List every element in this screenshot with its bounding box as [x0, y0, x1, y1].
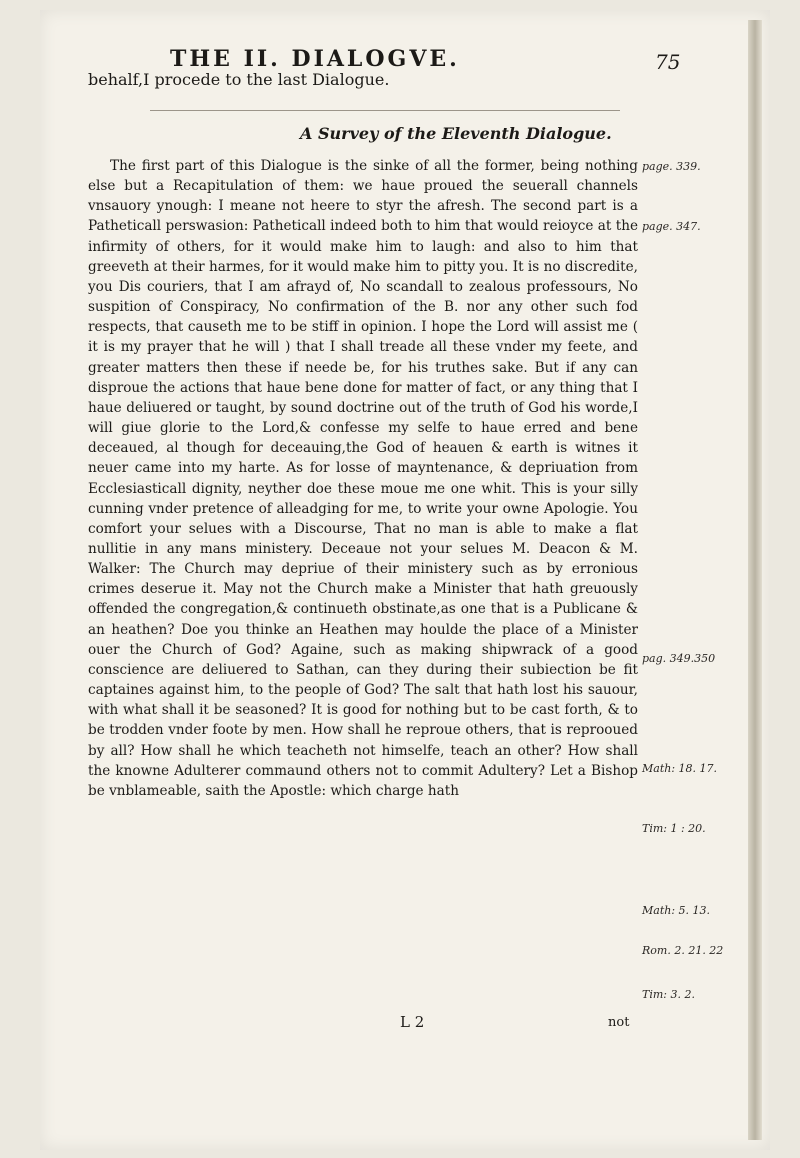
margin-note: Rom. 2. 21. 22	[642, 944, 724, 957]
margin-note: Tim: 3. 2.	[642, 988, 695, 1001]
running-head: THE II. DIALOGVE.	[170, 46, 460, 72]
header-rule	[150, 110, 620, 111]
margin-note: Math: 5. 13.	[642, 904, 711, 917]
section-title: A Survey of the Eleventh Dialogue.	[300, 124, 612, 143]
margin-note: Math: 18. 17.	[642, 762, 718, 775]
margin-note: page. 339.	[642, 160, 701, 173]
paragraph: The first part of this Dialogue is the sinke of all the former, being nothing else but a Recapitulation of them: we haue proued the seuerall channels vnsauory ynough: I meane not heere to styr the afresh. The second part is a Patheticall perswasion: Patheticall indeed both to him that would reioyce at the infirmity of others, for it would make him to laugh: and also to him that greeveth at their harmes, for it would make him to pitty you. It is no discredite, you Dis couriers, that I am afrayd of, No scandall to zealous professours, No suspition of Conspiracy, No confirmation of the B. nor any other such fod respects, that causeth me to be stiff in opinion. I hope the Lord will assist me ( it is my prayer that he will ) that I shall treade all these vnder my feete, and greater matters then these if neede be, for his truthes sake. But if any can disproue the actions that haue bene done for matter of fact, or any thing that I haue deliuered or taught, by sound doctrine out of the truth of God his worde,I will giue glorie to the Lord,& confesse my selfe to haue erred and bene deceaued, al though for deceauing,the God of heauen & earth is witnes it neuer came into my harte. As for losse of mayntenance, & depriuation from Ecclesiasticall dignity, neyther doe these moue me one whit. This is your silly cunning vnder pretence of alleadging for me, to write your owne Apologie. You comfort your selues with a Discourse, That no man is able to make a flat nullitie in any mans ministery. Deceaue not your selues M. Deacon & M. Walker: The Church may depriue of their ministery such as by erronious crimes deserue it. May not the Church make a Minister that hath greuously offended the congregation,& continueth obstinate,as one that is a Publicane & an heathen? Doe you thinke an Heathen may houlde the place of a Minister ouer the Church of God? Againe, such as making shipwrack of a good conscience are deliuered to Sathan, can they during their subiection be fit captaines against him, to the people of God? The salt that hath lost his sauour, with what shall it be seasoned? It is good for nothing but to be cast forth, & to be trodden vnder foote by men. How shall he reproue others, that is reprooued by all? How shall he which teacheth not himselfe, teach an other? How shall the knowne Adulterer commaund others not to commit Adultery? Let a Bishop be vnblameable, saith the Apostle: which charge hath	[88, 158, 638, 799]
catchword: not	[608, 1015, 630, 1030]
carry-over-line: behalf,I procede to the last Dialogue.	[88, 70, 390, 89]
page-number: 75	[655, 50, 681, 74]
margin-note: page. 347.	[642, 220, 701, 233]
page-gutter	[748, 20, 762, 1140]
margin-note: Tim: 1 : 20.	[642, 822, 706, 835]
signature-mark: L 2	[400, 1013, 425, 1031]
margin-note: pag. 349.350	[642, 652, 716, 665]
body-text	[88, 156, 638, 801]
